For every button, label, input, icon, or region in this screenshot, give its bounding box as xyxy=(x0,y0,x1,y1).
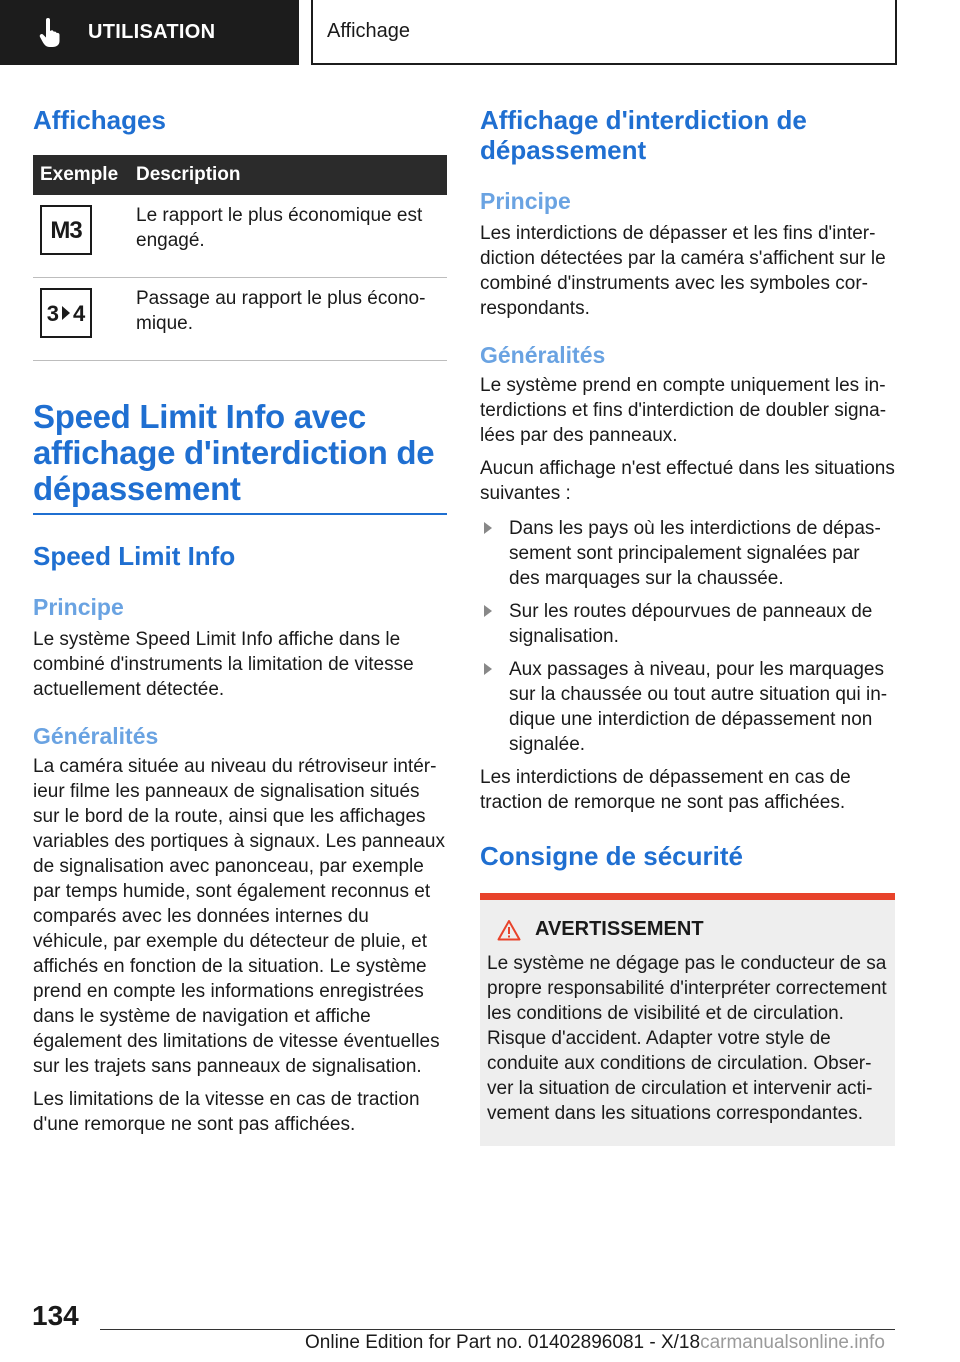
chapter-label: Affichage xyxy=(327,20,411,42)
table-row xyxy=(33,278,447,361)
gear-m3-icon: M3 xyxy=(40,205,92,255)
section-tab xyxy=(0,0,299,65)
general-title-left: Généralités xyxy=(33,723,159,749)
general-text-left-1: La caméra située au niveau du rétroviseur intérieur filme les panneaux de signalisation situés sur le bord de la route, ainsi que les affichages variables des portiques à signaux. Les panneaux de signalisation avec panonceau, par exemple par temps humide, sont également reconnus et comparés avec les données internes du véhicule, par exemple du détecteur de pluie, et affichés en fonction de la situation. Le système prend en compte les informations enregistrées dans le système de navigation et affiche également des limitations de vitesse éventuelles sur les trajets sans panneaux de signalisation. xyxy=(33,756,445,1077)
main-title-block xyxy=(33,399,447,515)
footer-divider xyxy=(100,1329,895,1330)
left-column xyxy=(33,100,447,1137)
warning-text: Le système ne dégage pas le conducteur de sa propre responsabilité d'interpréter correctement les conditions de visibilité et de circulation. Risque d'accident. Adapter votre style de conduite aux conditions de circulation. Observer la situation de circulation et intervenir activement dans les situations correspondantes. xyxy=(487,953,887,1124)
table-cell-description: Passage au rapport le plus économique. xyxy=(129,278,447,361)
warning-box xyxy=(480,893,895,1146)
right-column xyxy=(480,100,895,1146)
list-item: Dans les pays où les interdictions de dépassement sont principalement signalées par des marquages sur la chaussée. xyxy=(480,516,895,591)
displays-table xyxy=(33,155,447,361)
safety-title: Consigne de sécurité xyxy=(480,841,743,871)
list-item: Aux passages à niveau, pour les marquages sur la chaussée ou tout autre situation qui indique une interdiction de dépassement non signalée. xyxy=(480,657,895,757)
principle-title-right: Principe xyxy=(480,188,571,214)
table-cell-symbol xyxy=(33,195,129,278)
page-number: 134 xyxy=(32,1300,79,1331)
displays-title: Affichages xyxy=(33,105,166,135)
principle-title-left: Principe xyxy=(33,594,124,620)
watermark: carmanualsonline.info xyxy=(700,1332,885,1353)
general-text-right-1: Le système prend en compte uniquement les interdictions et fins d'interdiction de doubler signalées par des panneaux. xyxy=(480,375,887,446)
general-text-left-2: Les limitations de la vitesse en cas de traction d'une remorque ne sont pas affichées. xyxy=(33,1089,420,1135)
chapter-tab xyxy=(311,0,897,65)
situations-list xyxy=(480,516,895,757)
triangle-bullet-icon xyxy=(484,522,492,534)
triangle-bullet-icon xyxy=(484,605,492,617)
main-title: Speed Limit Info avec affichage d'interdiction de dépassement xyxy=(33,398,435,507)
table-cell-symbol xyxy=(33,278,129,361)
speed-limit-subtitle: Speed Limit Info xyxy=(33,541,236,571)
general-text-right-3: Les interdictions de dépassement en cas de traction de remorque ne sont pas affichées. xyxy=(480,767,851,813)
triangle-bullet-icon xyxy=(484,663,492,675)
general-text-right-2: Aucun affichage n'est effectué dans les situations suivantes : xyxy=(480,458,895,504)
warning-triangle-icon xyxy=(497,919,521,941)
overtaking-title: Affichage d'interdiction de dépassement xyxy=(480,105,807,165)
list-item: Sur les routes dépourvues de panneaux de signalisation. xyxy=(480,599,895,649)
warning-label: AVERTISSEMENT xyxy=(535,918,704,940)
warning-header xyxy=(497,918,888,941)
table-header-description: Description xyxy=(129,155,447,195)
gear-shift-up-icon: 3 4 xyxy=(40,288,92,338)
footer-edition: Online Edition for Part no. 01402896081 - X/18carmanualsonline.info xyxy=(305,1332,885,1353)
table-header-example: Exemple xyxy=(33,155,129,195)
principle-text-right: Les interdictions de dépasser et les fins d'interdiction détectées par la caméra s'affichent sur le combiné d'instruments avec les symboles correspondants. xyxy=(480,223,886,319)
principle-text-left: Le système Speed Limit Info affiche dans le combiné d'instruments la limitation de vitesse actuellement détectée. xyxy=(33,629,414,700)
table-row xyxy=(33,195,447,278)
general-title-right: Généralités xyxy=(480,342,606,368)
table-cell-description: Le rapport le plus économique est engagé. xyxy=(129,195,447,278)
hand-pointer-icon xyxy=(38,18,68,48)
section-label: UTILISATION xyxy=(88,21,216,43)
